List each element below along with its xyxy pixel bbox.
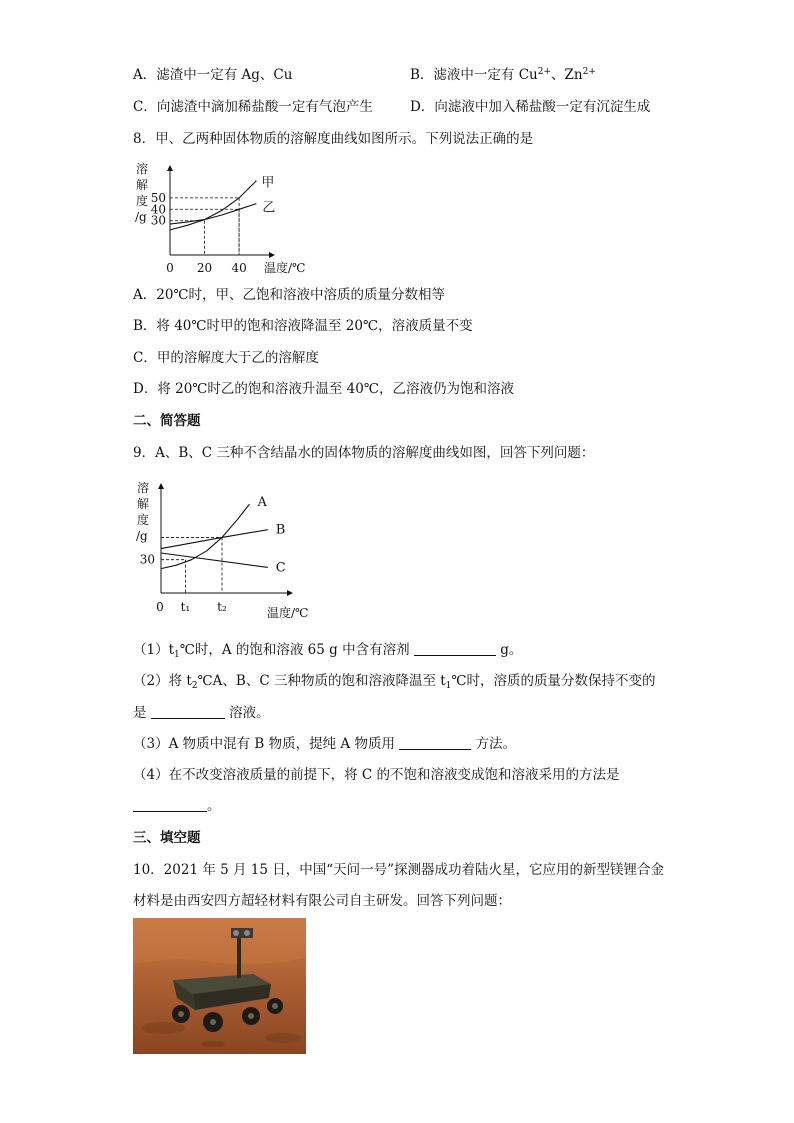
- chart2-x-tick-1: t₁: [180, 600, 191, 614]
- q9-part-1: $(1)t_1℃$时，A 的饱和溶液 65 g 中含有溶剂 g。: [133, 642, 523, 660]
- chart1-ylabel-4: /g: [135, 210, 147, 224]
- chart1-ylabel-1: 溶: [136, 162, 149, 176]
- chart2-x-tick-0: 0: [156, 600, 164, 614]
- section-3-heading: 三、填空题: [133, 830, 201, 846]
- mars-rover-photo: [133, 918, 306, 1054]
- q7-option-d: D．向滤液中加入稀盐酸一定有沉淀生成: [410, 99, 651, 115]
- chart1-y-tick-50: 50: [150, 190, 166, 205]
- section-2-heading: 二、简答题: [133, 413, 201, 429]
- q7-option-c: C．向滤渣中滴加稀盐酸一定有气泡产生: [133, 99, 373, 115]
- q9-stem: 9．A、B、C 三种不含结晶水的固体物质的溶解度曲线如图，回答下列问题：: [133, 445, 595, 461]
- q9-part-3-blank[interactable]: [399, 735, 471, 750]
- chart2-y-tick-30: 30: [139, 552, 155, 567]
- q8-solubility-chart: [130, 155, 306, 280]
- q8-stem: 8．甲、乙两种固体物质的溶解度曲线如图所示。下列说法正确的是: [133, 131, 534, 147]
- chart1-legend-yi: 乙: [262, 200, 276, 216]
- chart2-xlabel: 温度/℃: [267, 606, 309, 620]
- chart2-ylabel-3: 度: [137, 513, 150, 527]
- q9-part-2-continued: 是 溶液。: [133, 705, 270, 721]
- q8-option-c: C．甲的溶解度大于乙的溶解度: [133, 350, 319, 366]
- chart2-x-tick-2: t₂: [217, 600, 227, 614]
- chart2-series-B: [161, 530, 268, 549]
- q9-part-4-blank[interactable]: [133, 797, 207, 812]
- q7-option-b: B．滤液中一定有 $Cu^{2+}$、$Zn^{2+}$: [410, 67, 596, 83]
- chart2-y-arrow: [158, 483, 164, 489]
- q9-part-2: （2）将 $t_2℃A$、B、C 三种物质的饱和溶液降温至 $t_1℃$时，溶质的质量分数保持不变的: [133, 673, 656, 691]
- chart2-label-c: C: [275, 560, 286, 576]
- chart1-ylabel: [135, 161, 148, 224]
- chart1-xlabel: 温度/℃: [264, 261, 306, 275]
- chart1-y-arrow: [167, 165, 173, 171]
- chart2-ylabel-4: /g: [136, 529, 148, 543]
- q8-option-d: D．将 20℃时乙的饱和溶液升温至 40℃，乙溶液仍为饱和溶液: [133, 381, 514, 397]
- q9-part-2-blank[interactable]: [151, 704, 225, 719]
- chart2-x-arrow: [287, 590, 293, 596]
- q9-part-1-blank[interactable]: [414, 641, 496, 656]
- chart1-x-tick-0: 0: [166, 261, 174, 275]
- q8-option-a: A．20℃时，甲、乙饱和溶液中溶质的质量分数相等: [133, 287, 446, 303]
- chart2-label-a: A: [257, 495, 267, 511]
- q9-solubility-chart: [130, 476, 320, 626]
- chart1-x-arrow: [269, 252, 275, 258]
- chart1-x-tick-20: 20: [196, 261, 213, 275]
- q9-part-4-continued: 。: [133, 797, 221, 815]
- q7-option-a: A．滤渣中一定有 Ag、Cu: [133, 67, 293, 83]
- q8-option-b: B．将 40℃时甲的饱和溶液降温至 20℃，溶液质量不变: [133, 318, 473, 334]
- chart1-legend-jia: 甲: [261, 175, 275, 191]
- chart2-ylabel-1: 溶: [137, 481, 150, 495]
- chart2-ylabel-2: 解: [137, 497, 150, 511]
- q10-stem-line-1: 10．2021 年 5 月 15 日，中国“天问一号”探测器成功着陆火星，它应用的新型镁锂合金: [133, 862, 665, 878]
- chart2-label-b: B: [275, 522, 286, 538]
- chart1-x-tick-40: 40: [231, 261, 247, 275]
- chart1-y-tick-40: 40: [150, 202, 166, 217]
- chart1-ylabel-3: 度: [136, 194, 149, 208]
- q9-part-4: （4）在不改变溶液质量的前提下，将 C 的不饱和溶液变成饱和溶液采用的方法是: [133, 767, 620, 783]
- q10-stem-line-2: 材料是由西安四方超轻材料有限公司自主研发。回答下列问题：: [133, 893, 511, 909]
- chart2-ylabel: [136, 480, 149, 543]
- chart1-y-tick-30: 30: [150, 213, 166, 228]
- chart1-ylabel-2: 解: [136, 178, 149, 192]
- q9-part-3: （3）A 物质中混有 B 物质，提纯 A 物质用 方法。: [133, 736, 517, 752]
